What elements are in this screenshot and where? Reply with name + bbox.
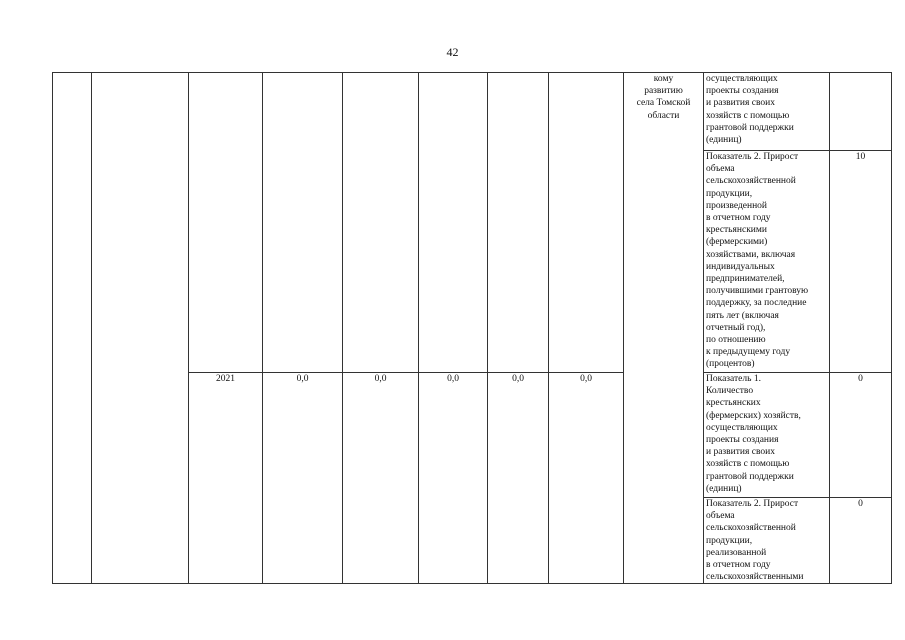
indicator-line: крестьянскими [706,225,767,236]
value-cell [549,73,624,373]
indicator-line: в отчетном году [706,213,771,224]
indicator-line: (процентов) [706,359,755,370]
indicator-line: хозяйств с помощью [706,110,790,121]
indicator-value-cell: 0 [830,498,892,584]
indicator-line: продукции, [706,188,753,199]
indicator-line: Показатель 1. [706,374,761,384]
indicator-line: осуществляющих [706,74,778,84]
name-cell [92,73,189,584]
program-line: кому [653,74,674,84]
indicator-line: Показатель 2. Прирост [706,499,799,509]
value-cell: 0,0 [419,373,488,584]
indicator-line: и развития своих [706,98,775,109]
indicator-cell [704,73,830,151]
indicator-line: продукции, [706,535,753,546]
indicator-line: хозяйств с помощью [706,459,790,470]
program-table [52,72,892,584]
indicator-line: к предыдущему году [706,347,791,358]
indicator-line: сельскохозяйственными [706,572,804,583]
indicator-line: объема [706,164,735,175]
program-line: села Томской [636,98,691,109]
indicator-line: Показатель 2. Прирост [706,152,799,162]
year-cell: 2021 [189,373,263,584]
indicator-cell [704,373,830,498]
indicator-line: произведенной [706,200,767,211]
indicator-line: отчетный год), [706,322,766,333]
indicator-line: сельскохозяйственной [706,176,796,187]
value-cell [343,73,419,373]
value-cell [263,73,343,373]
program-line: области [647,110,680,121]
indicator-line: проекты создания [706,86,779,97]
indicator-value-cell: 10 [830,151,892,373]
number-cell [53,73,92,584]
indicator-line: объема [706,511,735,522]
indicator-line: грантовой поддержки [706,471,794,482]
indicator-line: грантовой поддержки [706,122,794,133]
indicator-line: в отчетном году [706,560,771,571]
year-cell [189,73,263,373]
value-cell: 0,0 [263,373,343,584]
indicator-line: осуществляющих [706,422,778,433]
indicator-line: сельскохозяйственной [706,523,796,534]
indicator-cell [704,151,830,373]
indicator-line: проекты создания [706,435,779,446]
indicator-line: хозяйствами, включая [706,249,796,260]
value-cell [419,73,488,373]
indicator-line: и развития своих [706,447,775,458]
indicator-line: индивидуальных [706,261,775,272]
indicator-line: по отношению [706,335,766,346]
indicator-line: (единиц) [706,135,742,146]
indicator-line: получившими грантовую [706,286,809,297]
indicator-line: реализованной [706,547,767,558]
indicator-line: поддержку, за последние [706,298,807,309]
program-line: развитию [644,86,683,97]
indicator-line: (фермерскими) [706,237,768,248]
indicator-cell [704,498,830,584]
value-cell: 0,0 [549,373,624,584]
page-number: 42 [446,45,459,59]
indicator-line: предпринимателей, [706,274,785,285]
value-cell [488,73,549,373]
indicator-value-cell [830,73,892,151]
indicator-line: (фермерских) хозяйств, [706,410,801,421]
value-cell: 0,0 [488,373,549,584]
indicator-line: крестьянских [706,398,761,409]
indicator-line: пять лет (включая [706,310,779,321]
table-row [53,73,892,151]
indicator-line: (единиц) [706,483,742,494]
indicator-line: Количество [706,386,754,397]
program-cell [624,73,704,584]
indicator-value-cell: 0 [830,373,892,498]
value-cell: 0,0 [343,373,419,584]
